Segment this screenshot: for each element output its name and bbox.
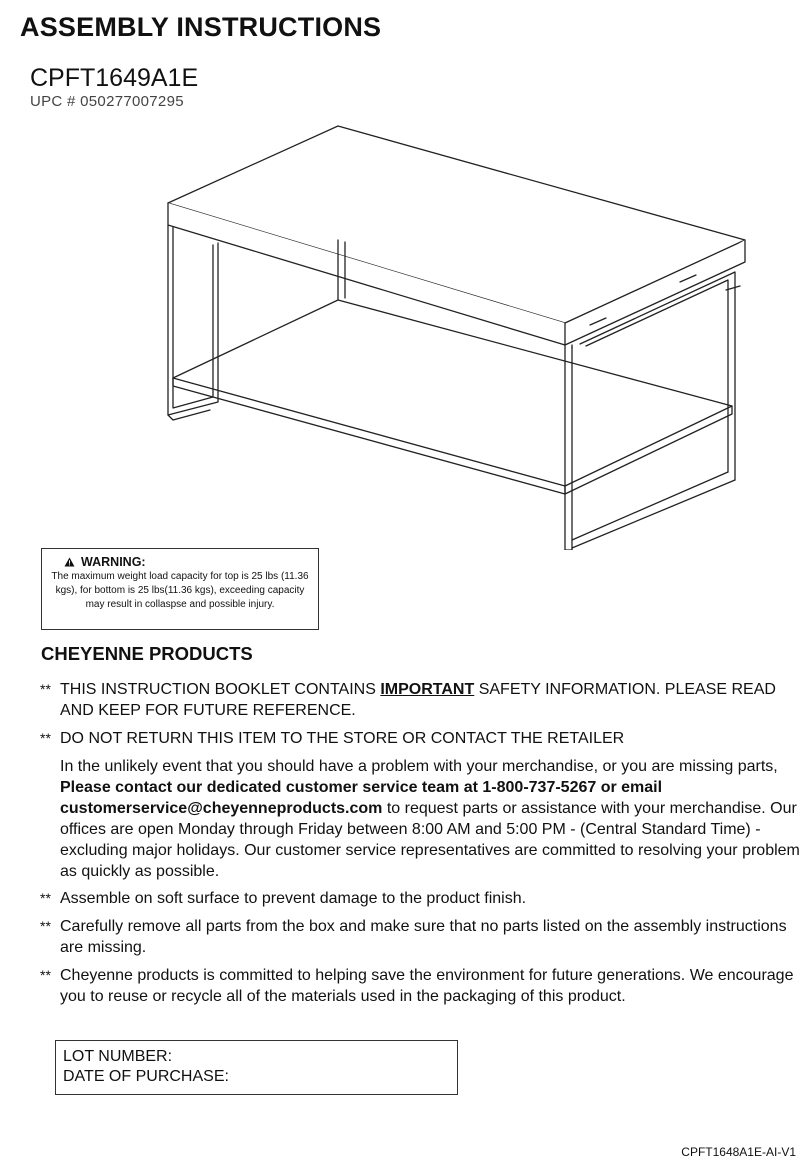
contact-text-part: In the unlikely event that you should have a problem with your merchandise, or you are missing parts,	[60, 758, 778, 775]
document-title: ASSEMBLY INSTRUCTIONS	[20, 12, 382, 42]
contact-text-part: to request parts or assistance with your merchandise. Our offices are open Monday through Friday between 8:00 AM and 5:00 PM - (Central Standard Time) - excluding major holidays. Our customer service representatives are committed to resolving your problem as quickly as possible.	[60, 800, 800, 880]
instruction-text-part: THIS INSTRUCTION BOOKLET CONTAINS	[60, 681, 381, 698]
bullet-marker: **	[40, 967, 51, 983]
lot-number-label: LOT NUMBER:	[63, 1048, 173, 1065]
bullet-marker: **	[40, 681, 51, 697]
instruction-text	[60, 679, 800, 721]
customer-service-paragraph	[40, 756, 800, 882]
instruction-item	[40, 679, 800, 721]
instruction-item	[40, 888, 800, 909]
warning-text: The maximum weight load capacity for top is 25 lbs (11.36 kgs), for bottom is 25 lbs(11.36 kgs), exceeding capacity may result in collaspse and possible injury.	[51, 571, 309, 610]
upc-code: UPC # 050277007295	[30, 93, 184, 110]
instruction-text: Cheyenne products is committed to helping save the environment for future generations. We encourage you to reuse or recycle all of the materials used in the packaging of this product.	[60, 967, 794, 1005]
bullet-marker: **	[40, 918, 51, 934]
warning-heading	[64, 555, 312, 569]
coffee-table-drawing-icon	[160, 120, 760, 550]
instruction-text-part: SAFETY INFORMATION. PLEASE READ AND KEEP FOR FUTURE REFERENCE.	[60, 681, 776, 719]
coffee-table-illustration	[160, 120, 760, 555]
important-emphasis: IMPORTANT	[380, 681, 475, 698]
instruction-text: Assemble on soft surface to prevent damage to the product finish.	[60, 890, 527, 907]
instruction-item	[40, 728, 800, 749]
weight-warning-box	[41, 548, 319, 630]
warning-heading-text: WARNING:	[81, 555, 146, 569]
bullet-marker: **	[40, 890, 51, 906]
instruction-item	[40, 916, 800, 958]
warning-triangle-icon	[64, 557, 75, 567]
instruction-item	[40, 965, 800, 1007]
document-code: CPFT1648A1E-AI-V1	[681, 1145, 796, 1159]
contact-info: Please contact our dedicated customer service team at 1-800-737-5267 or email customerservice@cheyenneproducts.com	[60, 779, 663, 817]
instruction-text: DO NOT RETURN THIS ITEM TO THE STORE OR CONTACT THE RETAILER	[60, 730, 625, 747]
model-number: CPFT1649A1E	[30, 64, 199, 92]
instruction-text: Carefully remove all parts from the box and make sure that no parts listed on the assembly instructions are missing.	[60, 918, 787, 956]
bullet-marker: **	[40, 730, 51, 746]
purchase-record-box	[55, 1040, 458, 1095]
brand-name: CHEYENNE PRODUCTS	[41, 643, 253, 664]
instruction-list	[40, 679, 800, 1014]
date-of-purchase-label: DATE OF PURCHASE:	[63, 1068, 229, 1085]
